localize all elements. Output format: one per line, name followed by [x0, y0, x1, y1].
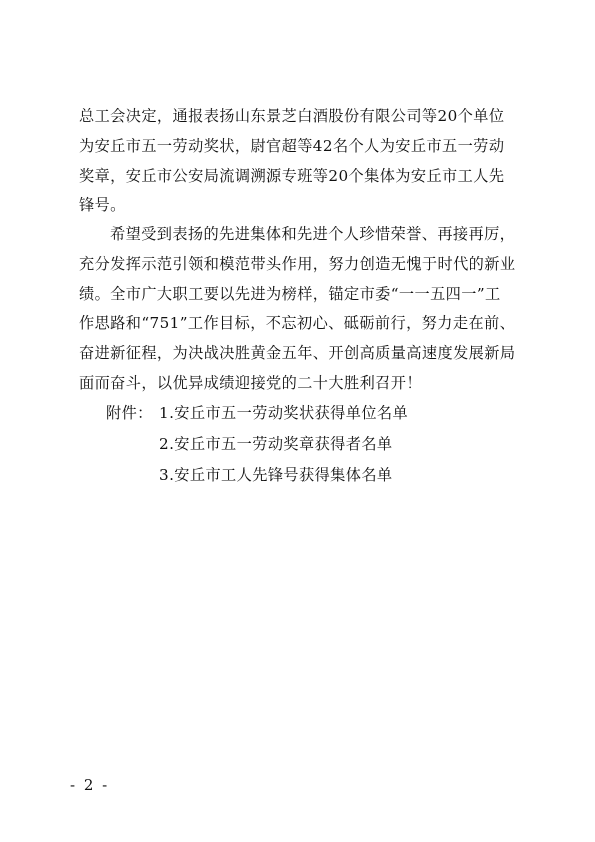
paragraph-line: 奋进新征程，为决战决胜黄金五年、开创高质量高速度发展新局	[79, 344, 516, 363]
attachment-row	[106, 398, 408, 429]
paragraph-line: 为安丘市五一劳动奖状，尉官超等42名个人为安丘市五一劳动	[79, 136, 505, 155]
attachment-row	[106, 429, 408, 460]
paragraph-hope	[79, 220, 515, 399]
attachment-item: 3.安丘市工人先锋号获得集体名单	[159, 466, 393, 484]
attachment-item: 1.安丘市五一劳动奖状获得单位名单	[159, 404, 409, 422]
paragraph-line: 希望受到表扬的先进集体和先进个人珍惜荣誉、再接再厉，	[110, 225, 516, 243]
paragraph-line: 作思路和“751”工作目标，不忘初心、砥砺前行，努力走在前、	[79, 314, 516, 333]
attachments-label: 附件：	[106, 404, 153, 422]
attachment-row	[106, 460, 408, 491]
paragraph-line: 面而奋斗，以优异成绩迎接党的二十大胜利召开！	[79, 373, 422, 392]
attachments-list	[106, 398, 408, 491]
page-number: - 2 -	[70, 776, 110, 794]
paragraph-line: 锋号。	[79, 196, 126, 215]
attachment-item: 2.安丘市五一劳动奖章获得者名单	[159, 435, 393, 453]
paragraph-line: 总工会决定，通报表扬山东景芝白酒股份有限公司等20个单位	[79, 107, 505, 125]
paragraph-line: 充分发挥示范引领和模范带头作用，努力创造无愧于时代的新业	[79, 254, 516, 273]
paragraph-line: 绩。全市广大职工要以先进为榜样，锚定市委“一一五四一”工	[79, 284, 501, 303]
paragraph-commendation	[79, 102, 515, 221]
paragraph-line: 奖章，安丘市公安局流调溯源专班等20个集体为安丘市工人先	[79, 166, 505, 185]
